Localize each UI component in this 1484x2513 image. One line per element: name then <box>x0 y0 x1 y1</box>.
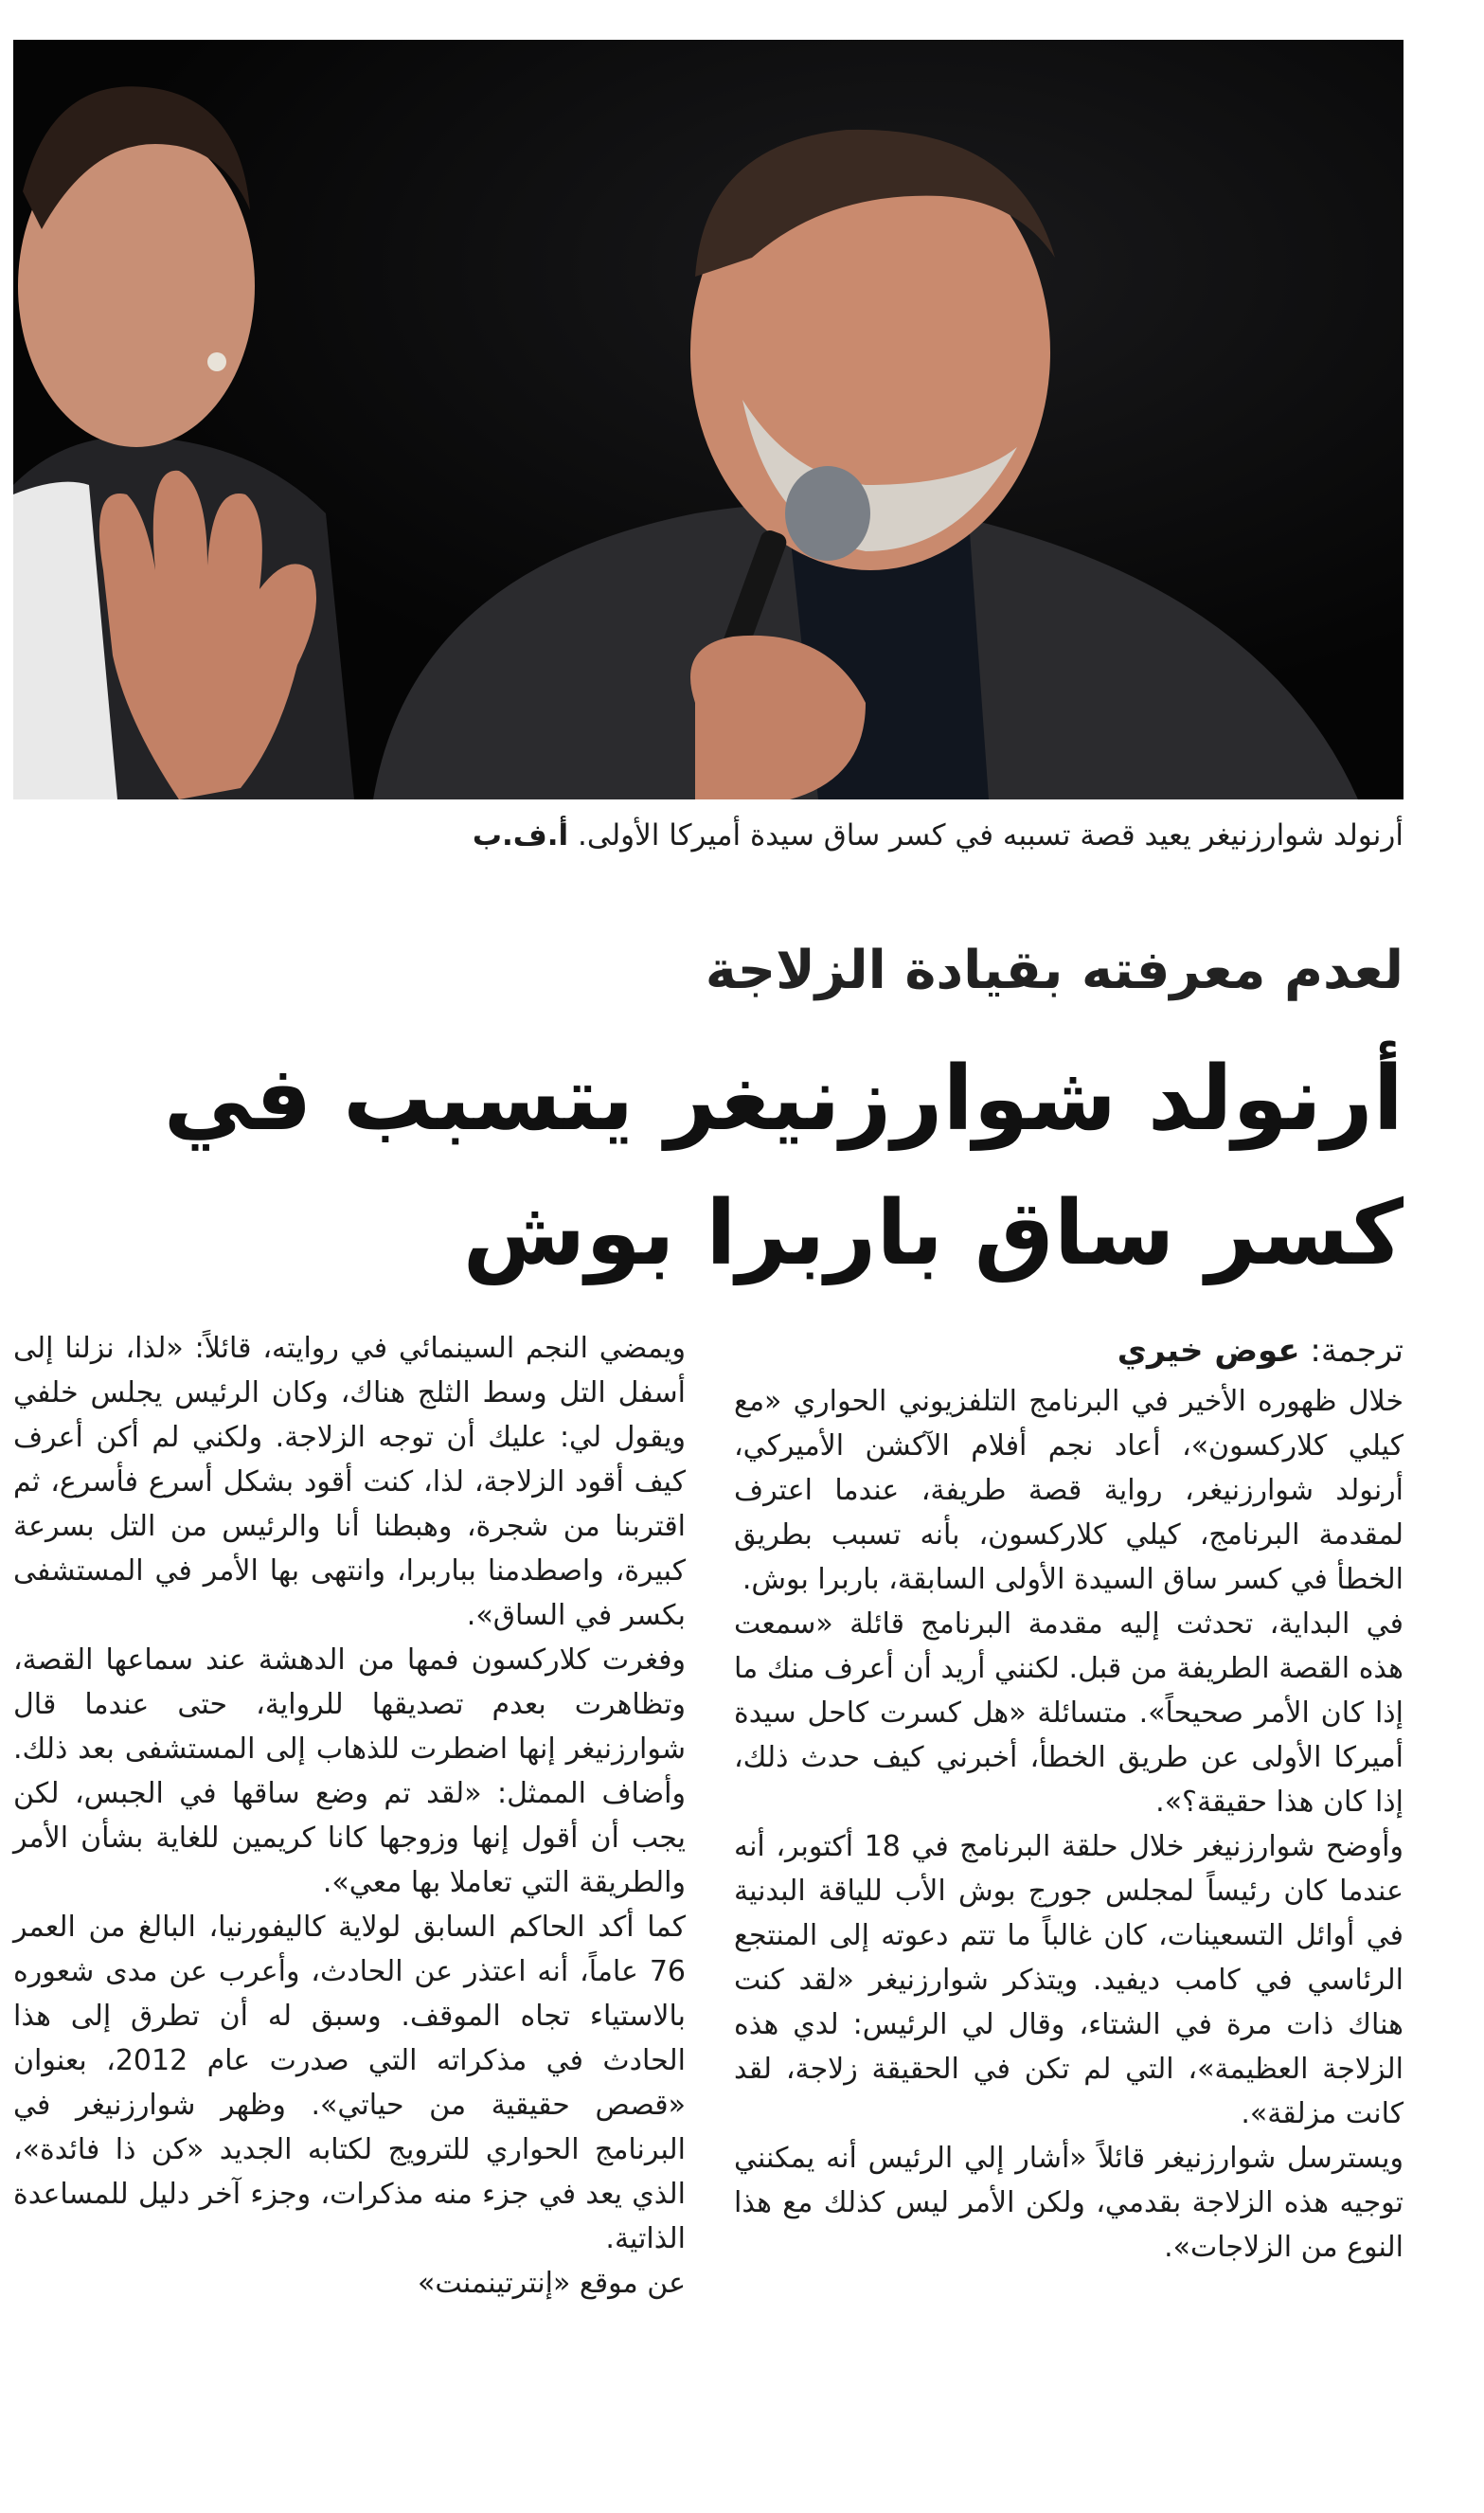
byline-label: ترجمة: <box>1310 1332 1404 1370</box>
article-column-right <box>734 1326 1404 2270</box>
paragraph: ويسترسل شوارزنيغر قائلاً «أشار إلي الرئيس أنه يمكنني توجيه هذه الزلاجة بقدمي، ولكن الأمر ليس كذلك مع هذا النوع من الزلاجات». <box>734 2142 1404 2264</box>
paragraph: وأوضح شوارزنيغر خلال حلقة البرنامج في 18 أكتوبر، أنه عندما كان رئيساً لمجلس جورج بوش الأب للياقة البدنية في أوائل التسعينات، كان غالباً ما تتم دعوته إلى المنتجع الرئاسي في كامب ديفيد. ويتذكر شوارزنيغر «لقد كنت هناك ذات مرة في الشتاء، وقال لي الرئيس: لدي هذه الزلاجة العظيمة»، التي لم تكن في الحقيقة زلاجة، لقد كانت مزلقة». <box>734 1830 1404 2130</box>
article-source: عن موقع «إنترتينمنت» <box>418 2267 686 2300</box>
byline <box>734 1326 1404 1375</box>
article-column-left <box>13 1326 686 2306</box>
caption-text: أرنولد شوارزنيغر يعيد قصة تسببه في كسر ساق سيدة أميركا الأولى. <box>578 818 1404 853</box>
paragraph: في البداية، تحدثت إليه مقدمة البرنامج قائلة «سمعت هذه القصة الطريفة من قبل. لكنني أريد أن أعرف منك ما إذا كان الأمر صحيحاً». متسائلة «هل كسرت كاحل سيدة أميركا الأولى عن طريق الخطأ، أخبرني كيف حدث ذلك، إذا كان هذا حقيقة؟». <box>734 1607 1404 1819</box>
photo-caption <box>13 813 1404 858</box>
paragraph: وفغرت كلاركسون فمها من الدهشة عند سماعها القصة، وتظاهرت بعدم تصديقها للرواية، حتى عندما قال شوارزنيغر إنها اضطرت للذهاب إلى المستشفى بعد ذلك. وأضاف الممثل: «لقد تم وضع ساقها في الجبس، لكن يجب أن أقول إنها وزوجها كانا كريمين للغاية بشأن الأمر والطريقة التي تعاملا بها معي». <box>13 1643 686 1899</box>
article-kicker: لعدم معرفته بقيادة الزلاجة <box>705 940 1404 1001</box>
photo-illustration <box>13 40 1404 799</box>
paragraph: خلال ظهوره الأخير في البرنامج التلفزيوني الحواري «مع كيلي كلاركسون»، أعاد نجم أفلام الآكشن الأميركي، أرنولد شوارزنيغر، رواية قصة طريفة، عندما اعترف لمقدمة البرنامج، كيلي كلاركسون، بأنه تسبب بطريق الخطأ في كسر ساق السيدة الأولى السابقة، باربرا بوش. <box>734 1385 1404 1596</box>
caption-credit: أ.ف.ب <box>472 818 569 853</box>
paragraph: كما أكد الحاكم السابق لولاية كاليفورنيا، البالغ من العمر 76 عاماً، أنه اعتذر عن الحادث، وأعرب عن مدى شعوره بالاستياء تجاه الموقف. وسبق له أن تطرق إلى هذا الحادث في مذكراته التي صدرت عام 2012، بعنوان «قصص حقيقية من حياتي». وظهر شوارزنيغر في البرنامج الحواري للترويج لكتابه الجديد «كن ذا فائدة»، الذي يعد في جزء منه مذكرات، وجزء آخر دليل للمساعدة الذاتية. <box>13 1911 686 2255</box>
paragraph: ويمضي النجم السينمائي في روايته، قائلاً: «لذا، نزلنا إلى أسفل التل وسط الثلج هناك، وكان الرئيس يجلس خلفي ويقول لي: عليك أن توجه الزلاجة. ولكني لم أكن أعرف كيف أقود الزلاجة، لذا، كنت أقود بشكل أسرع فأسرع، ثم اقتربنا من شجرة، وهبطنا أنا والرئيس من التل بسرعة كبيرة، واصطدمنا بباربرا، وانتهى بها الأمر في المستشفى بكسر في الساق». <box>13 1332 686 1632</box>
byline-author: عوض خيري <box>1117 1332 1300 1370</box>
article-photo <box>13 40 1404 799</box>
article-headline: أرنولد شوارزنيغر يتسبب في كسر ساق باربرا بوش <box>163 1048 1404 1285</box>
